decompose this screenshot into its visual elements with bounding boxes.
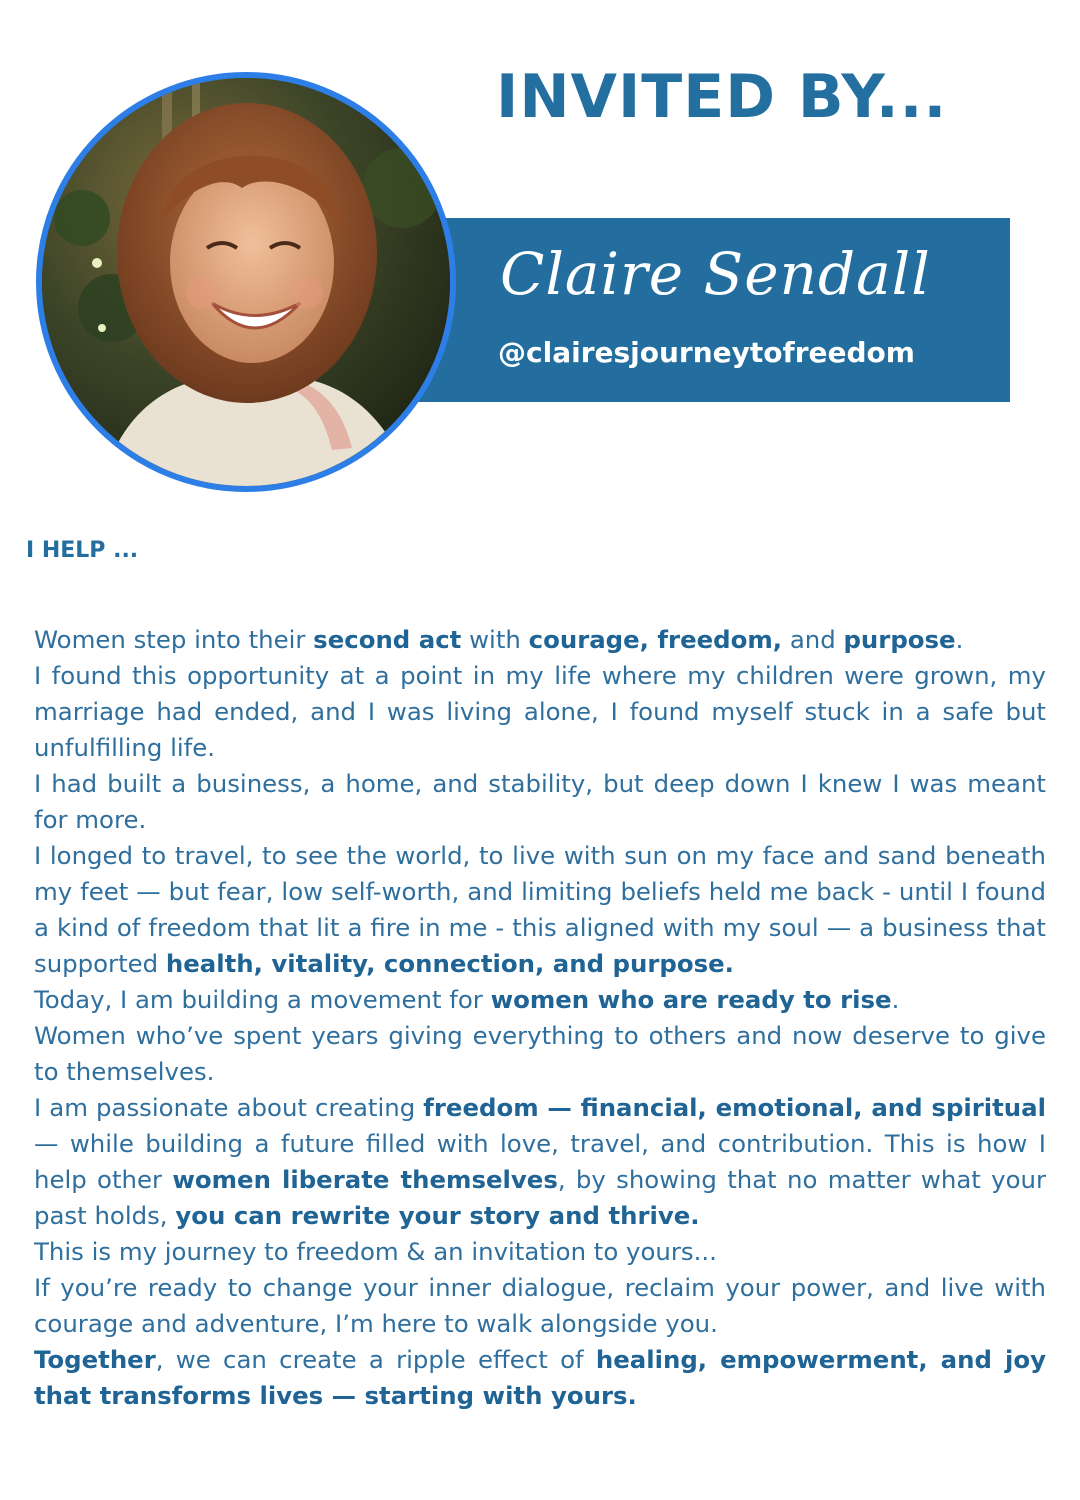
emphasis: you can rewrite your story and thrive. <box>175 1201 700 1230</box>
bio-paragraph: Women who’ve spent years giving everything to others and now deserve to give to themselves. <box>34 1021 1046 1086</box>
emphasis: health, vitality, connection, and purpose. <box>165 949 734 978</box>
bio-text <box>34 622 1046 1414</box>
bio-paragraph: I had built a business, a home, and stability, but deep down I knew I was meant for more. <box>34 769 1046 834</box>
emphasis: courage, freedom, <box>528 625 783 654</box>
section-label: I HELP ... <box>26 538 139 563</box>
bio-paragraph: I am passionate about creating freedom — financial, emotional, and spiritual — while building a future filled with love, travel, and contribution. This is how I help other women liberate themselves, by showing that no matter what your past holds, you can rewrite your story and thrive. <box>34 1093 1047 1230</box>
bio-paragraph: Women step into their second act with courage, freedom, and purpose. <box>34 625 964 654</box>
emphasis: healing, empowerment, and joy that transforms lives — starting with yours. <box>34 1345 1046 1410</box>
portrait-illustration <box>42 78 450 486</box>
emphasis: second act <box>313 625 462 654</box>
emphasis: freedom — financial, emotional, and spiritual <box>423 1093 1046 1122</box>
bio-paragraph: If you’re ready to change your inner dialogue, reclaim your power, and live with courage and adventure, I’m here to walk alongside you. <box>34 1273 1046 1338</box>
bio-paragraph: This is my journey to freedom & an invitation to yours... <box>34 1237 717 1266</box>
profile-photo <box>36 72 456 492</box>
social-handle: @clairesjourneytofreedom <box>498 336 915 369</box>
bio-paragraph: Today, I am building a movement for women who are ready to rise. <box>34 985 900 1014</box>
bio-paragraph: I longed to travel, to see the world, to live with sun on my face and sand beneath my feet — but fear, low self-worth, and limiting beliefs held me back - until I found a kind of freedom that lit a fire in me - this aligned with my soul — a business that supported health, vitality, connection, and purpose. <box>34 841 1046 978</box>
bio-paragraph: Together, we can create a ripple effect of healing, empowerment, and joy that transforms lives — starting with yours. <box>34 1345 1046 1410</box>
page-title: INVITED BY... <box>496 62 948 132</box>
emphasis: women liberate themselves <box>172 1165 558 1194</box>
emphasis: women who are ready to rise <box>490 985 892 1014</box>
bio-paragraph: I found this opportunity at a point in my life where my children were grown, my marriage had ended, and I was living alone, I found myself stuck in a safe but unfulfilling life. <box>34 661 1046 762</box>
name-banner <box>400 218 1010 402</box>
name-signature: Claire Sendall <box>500 240 931 308</box>
emphasis: purpose <box>843 625 956 654</box>
emphasis: Together <box>34 1345 156 1374</box>
